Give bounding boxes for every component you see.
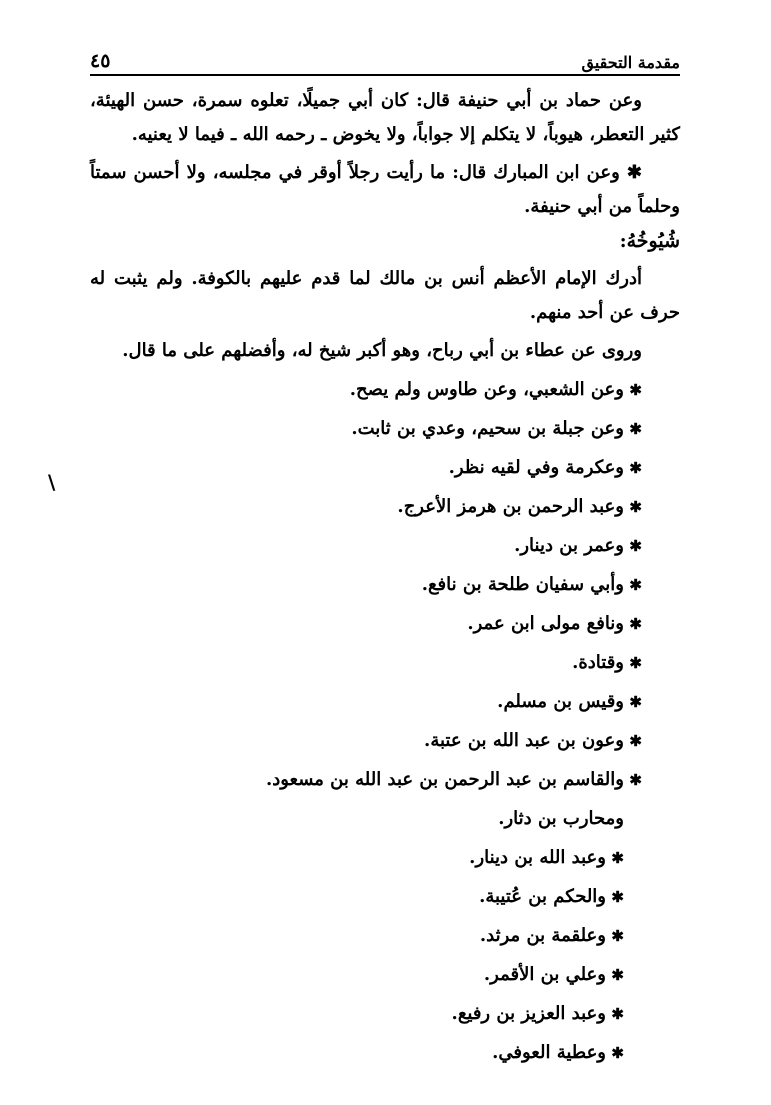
star-bullet: ✱ [629, 615, 642, 633]
list-item [90, 411, 680, 450]
star-bullet: ✱ [611, 1005, 624, 1023]
list-item-text: وقتادة. [572, 652, 624, 673]
list-item-text: وأبي سفيان طلحة بن نافع. [421, 574, 624, 595]
list-item [90, 489, 680, 528]
list-item [90, 450, 680, 489]
star-bullet: ✱ [629, 576, 642, 594]
paragraph-ibn-mubarak: ✱ وعن ابن المبارك قال: ما رأيت رجلاً أوقر في مجلسه، ولا أحسن سمتاً وحلماً من أبي حنيفة. [90, 162, 680, 217]
list-item-text: وعبد الرحمن بن هرمز الأعرج. [397, 496, 624, 517]
page-header [90, 42, 680, 72]
list-item-text: وعبد الله بن دينار. [469, 847, 606, 868]
star-bullet: ✱ [629, 381, 642, 399]
list-item [90, 684, 680, 723]
star-bullet: ✱ [629, 459, 642, 477]
list-item-text: وعبد العزيز بن رفيع. [451, 1003, 606, 1024]
header-rule [90, 74, 680, 76]
star-bullet: ✱ [629, 420, 642, 438]
list-item-text: وعن الشعبي، وعن طاوس ولم يصح. [349, 379, 624, 400]
list-item [90, 567, 680, 606]
list-item [90, 372, 680, 411]
list-item [90, 957, 680, 996]
teachers-list [90, 372, 680, 1074]
star-bullet: ✱ [611, 888, 624, 906]
list-item [90, 645, 680, 684]
list-item-text: وعلي بن الأقمر. [483, 964, 606, 985]
list-item-text: والحكم بن عُتيبة. [479, 886, 606, 907]
list-item-text: وقيس بن مسلم. [497, 691, 624, 712]
star-bullet: ✱ [629, 654, 642, 672]
list-item-text: وعون بن عبد الله بن عتبة. [424, 730, 624, 751]
list-item-text: وعن جبلة بن سحيم، وعدي بن ثابت. [351, 418, 624, 439]
list-item [90, 879, 680, 918]
star-bullet: ✱ [629, 537, 642, 555]
list-item-text: وعمر بن دينار. [514, 535, 624, 556]
list-item-text: وعلقمة بن مرثد. [479, 925, 606, 946]
list-item-text: وعكرمة وفي لقيه نظر. [448, 457, 624, 478]
list-item [90, 528, 680, 567]
list-item-text: ومحارب بن دثار. [498, 808, 624, 829]
margin-mark: \ [48, 470, 56, 494]
list-item-text: وعطية العوفي. [492, 1042, 606, 1063]
paragraph-anas: أدرك الإمام الأعظم أنس بن مالك لما قدم عليهم بالكوفة. ولم يثبت له حرف عن أحد منهم. [90, 268, 680, 323]
paragraph-hammad: وعن حماد بن أبي حنيفة قال: كان أبي جميلًا، تعلوه سمرة، حسن الهيئة، كثير التعطر، هيوباً، لا يتكلم إلا جواباً، ولا يخوض ـ رحمه الله ـ فيما لا يعنيه. [90, 90, 680, 145]
running-title: مقدمة التحقيق [581, 53, 680, 72]
list-item [90, 762, 680, 801]
list-item [90, 918, 680, 957]
star-bullet: ✱ [629, 498, 642, 516]
star-bullet: ✱ [611, 1044, 624, 1062]
list-item [90, 723, 680, 762]
page-number: ٤٥ [90, 50, 111, 72]
list-item [90, 1035, 680, 1074]
star-bullet: ✱ [629, 771, 642, 789]
list-item [90, 996, 680, 1035]
paragraph-ata: وروى عن عطاء بن أبي رباح، وهو أكبر شيخ له، وأفضلهم على ما قال. [122, 340, 642, 361]
star-bullet: ✱ [611, 849, 624, 867]
star-bullet: ✱ [629, 693, 642, 711]
section-heading: شُيُوخُهُ: [619, 230, 680, 252]
list-item [90, 840, 680, 879]
list-item [90, 606, 680, 645]
list-item-text: والقاسم بن عبد الرحمن بن عبد الله بن مسعود. [265, 769, 624, 790]
star-bullet: ✱ [611, 927, 624, 945]
page-body [90, 84, 680, 1074]
star-bullet: ✱ [629, 732, 642, 750]
star-bullet: ✱ [611, 966, 624, 984]
list-item-text: ونافع مولى ابن عمر. [467, 613, 624, 634]
list-item [90, 801, 680, 840]
